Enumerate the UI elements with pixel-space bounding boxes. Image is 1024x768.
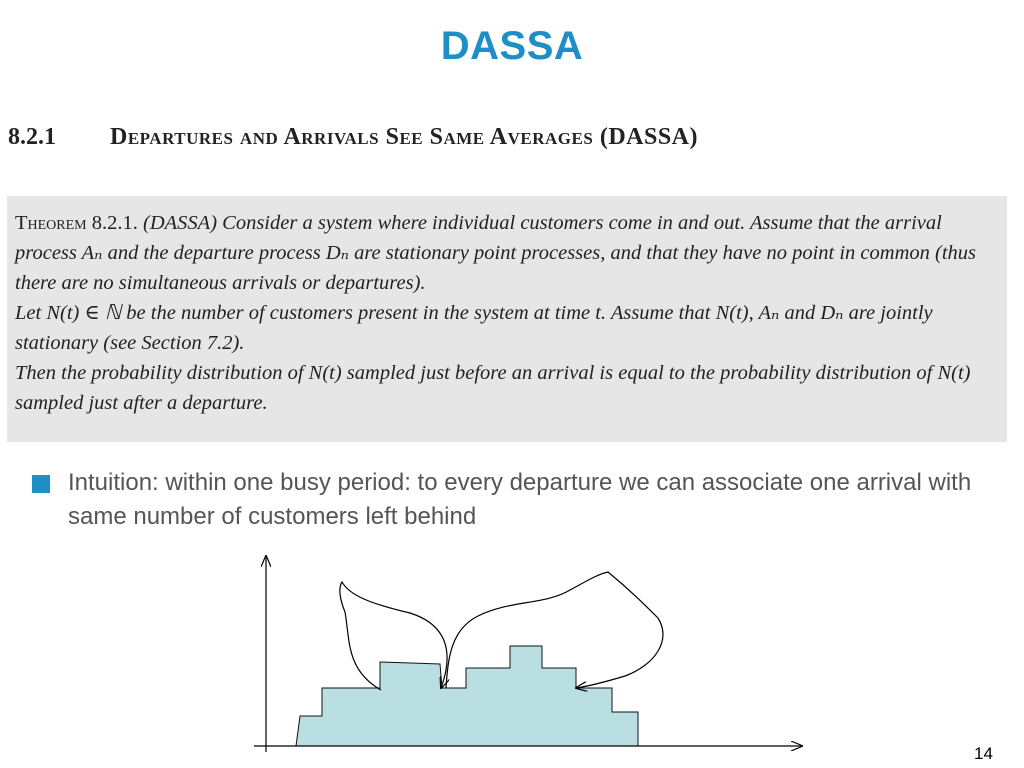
- theorem-paragraph-3: Then the probability distribution of N(t) sampled just before an arrival is equal to the probability distribution of N(t) sampled just after a departure.: [15, 362, 971, 414]
- theorem-paragraph-2: Let N(t) ∈ ℕ be the number of customers present in the system at time t. Assume that N(t), Aₙ and Dₙ are jointly stationary (see Section 7.2).: [15, 302, 933, 354]
- page-number: 14: [974, 744, 993, 763]
- slide-title: DASSA: [440, 24, 584, 68]
- theorem-paragraph-1: (DASSA) Consider a system where individual customers come in and out. Assume that the arrival process Aₙ and the departure process Dₙ are stationary point processes, and that they have no point in common (thus there are no simultaneous arrivals or departures).: [15, 212, 977, 294]
- section-number: 8.2.1: [8, 124, 56, 150]
- staircase-area: [296, 646, 638, 746]
- theorem-label: Theorem 8.2.1.: [15, 212, 138, 234]
- section-title: Departures and Arrivals See Same Averages (DASSA): [110, 124, 699, 150]
- bullet-text: Intuition: within one busy period: to every departure we can associate one arrival with same number of customers left behind: [68, 469, 972, 530]
